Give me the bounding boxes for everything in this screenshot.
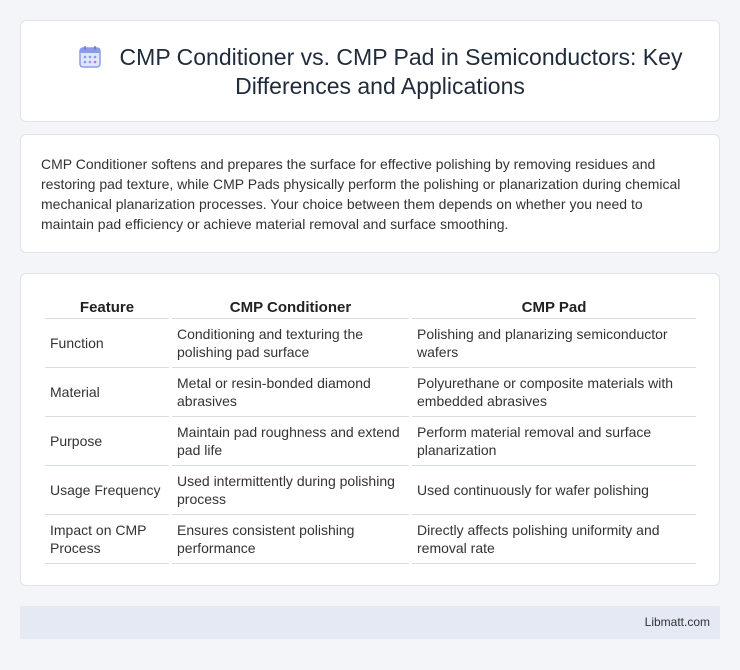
page-title <box>61 43 699 101</box>
table-row <box>45 417 696 466</box>
column-header: Feature <box>45 293 169 319</box>
table-cell: Maintain pad roughness and extend pad life <box>172 417 409 466</box>
table-cell: Polishing and planarizing semiconductor wafers <box>412 319 696 368</box>
table-cell: Used intermittently during polishing process <box>172 466 409 515</box>
table-cell: Purpose <box>45 417 169 466</box>
table-cell: Metal or resin-bonded diamond abrasives <box>172 368 409 417</box>
table-row <box>45 319 696 368</box>
table-cell: Ensures consistent polishing performance <box>172 515 409 564</box>
footer-brand-link[interactable]: Libmatt.com <box>644 615 710 629</box>
comparison-table <box>42 293 699 564</box>
table-cell: Perform material removal and surface planarization <box>412 417 696 466</box>
summary-text: CMP Conditioner softens and prepares the surface for effective polishing by removing residues and restoring pad texture, while CMP Pads physically perform the polishing or planarization during chemical mechanical planarization processes. Your choice between them depends on whether you need to maintain pad efficiency or achieve material removal and surface smoothing. <box>41 156 681 232</box>
title-card <box>20 20 720 122</box>
column-header: CMP Pad <box>412 293 696 319</box>
calendar-grid-icon <box>78 45 102 69</box>
table-cell: Used continuously for wafer polishing <box>412 466 696 515</box>
page-title-text: CMP Conditioner vs. CMP Pad in Semiconductors: Key Differences and Applications <box>119 44 683 99</box>
table-row <box>45 466 696 515</box>
table-cell: Conditioning and texturing the polishing pad surface <box>172 319 409 368</box>
table-cell: Impact on CMP Process <box>45 515 169 564</box>
footer-bar <box>20 606 720 639</box>
table-cell: Polyurethane or composite materials with embedded abrasives <box>412 368 696 417</box>
table-cell: Material <box>45 368 169 417</box>
table-cell: Directly affects polishing uniformity and removal rate <box>412 515 696 564</box>
table-row <box>45 368 696 417</box>
table-cell: Usage Frequency <box>45 466 169 515</box>
summary-card <box>20 134 720 253</box>
table-row <box>45 515 696 564</box>
table-cell: Function <box>45 319 169 368</box>
column-header: CMP Conditioner <box>172 293 409 319</box>
comparison-card <box>20 273 720 586</box>
table-header-row <box>45 293 696 319</box>
